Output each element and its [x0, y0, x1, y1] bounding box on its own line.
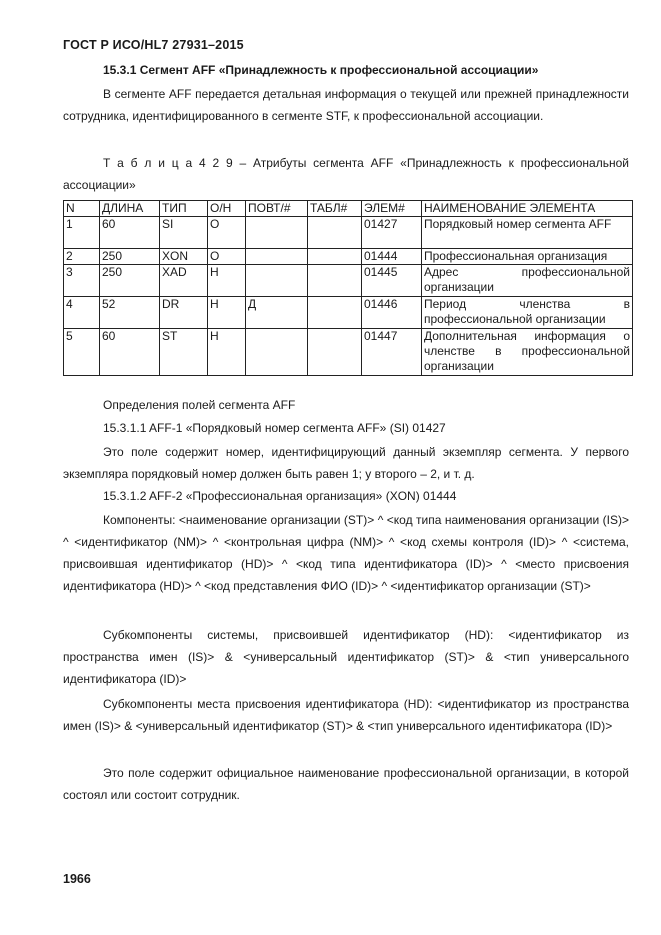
col-header: О/Н — [208, 201, 246, 217]
col-header: ЭЛЕМ# — [362, 201, 422, 217]
table-cell: Период членства в профессиональной организации — [422, 297, 633, 329]
table-cell: 01427 — [362, 217, 422, 249]
table-cell: 5 — [64, 329, 100, 376]
table-cell: Адрес профессиональной организации — [422, 265, 633, 297]
table-cell: Н — [208, 297, 246, 329]
table-cell: 01445 — [362, 265, 422, 297]
table-cell — [308, 297, 362, 329]
table-cell: 60 — [100, 217, 160, 249]
table-cell — [246, 249, 308, 265]
table-cell: 01447 — [362, 329, 422, 376]
col-header: N — [64, 201, 100, 217]
col-header: ТАБЛ# — [308, 201, 362, 217]
table-row — [64, 265, 633, 297]
table-caption: Т а б л и ц а 4 2 9 – Атрибуты сегмента AFF «Принадлежность к профессиональной ассоциации» — [63, 156, 629, 192]
table-cell: 4 — [64, 297, 100, 329]
document-header: ГОСТ Р ИСО/HL7 27931–2015 — [63, 38, 244, 52]
subcomponents-system-paragraph: Субкомпоненты системы, присвоившей идентификатор (HD): <идентификатор из пространства имен (IS)> & <универсальный идентификатор (ST)> & <тип универсального идентификатора (ID)> — [63, 628, 629, 686]
table-cell: 3 — [64, 265, 100, 297]
intro-paragraph: В сегменте AFF передается детальная информация о текущей или прежней принадлежности сотрудника, идентифицированного в сегменте STF, к профессиональной ассоциации. — [63, 87, 629, 123]
components-paragraph: Компоненты: <наименование организации (ST)> ^ <код типа наименования организации (IS)> ^ <идентификатор (NM)> ^ <контрольная цифра (NM)> ^ <код схемы контроля (ID)> ^ <система, присвоившая идентификатор (HD)> ^ <код типа идентификатора (ID)> ^ <место присвоения идентификатора (HD)> ^ <код представления ФИО (ID)> ^ <идентификатор организации (ST)> — [63, 513, 629, 593]
table-cell: SI — [160, 217, 208, 249]
table-cell: 52 — [100, 297, 160, 329]
table-row — [64, 249, 633, 265]
table-cell: Д — [246, 297, 308, 329]
table-cell: 1 — [64, 217, 100, 249]
table-cell: 60 — [100, 329, 160, 376]
table-cell: О — [208, 249, 246, 265]
table-cell — [308, 265, 362, 297]
col-header: ПОВТ/# — [246, 201, 308, 217]
col-header: НАИМЕНОВАНИЕ ЭЛЕМЕНТА — [422, 201, 633, 217]
table-row — [64, 329, 633, 376]
field1-paragraph: Это поле содержит номер, идентифицирующий данный экземпляр сегмента. У первого экземпляра порядковый номер должен быть равен 1; у второго – 2, и т. д. — [63, 445, 629, 481]
table-cell — [246, 217, 308, 249]
table-cell: 250 — [100, 265, 160, 297]
table-cell: Н — [208, 329, 246, 376]
table-cell — [308, 329, 362, 376]
table-cell: Порядковый номер сегмента AFF — [422, 217, 633, 249]
section-heading: 15.3.1 Сегмент AFF «Принадлежность к профессиональной ассоциации» — [103, 63, 539, 77]
table-cell: DR — [160, 297, 208, 329]
table-cell: XON — [160, 249, 208, 265]
col-header: ДЛИНА — [100, 201, 160, 217]
table-cell: ST — [160, 329, 208, 376]
table-cell — [246, 329, 308, 376]
field1-heading: 15.3.1.1 AFF-1 «Порядковый номер сегмента AFF» (SI) 01427 — [103, 421, 446, 435]
table-row — [64, 297, 633, 329]
table-cell: 01444 — [362, 249, 422, 265]
table-cell — [308, 217, 362, 249]
table-cell: XAD — [160, 265, 208, 297]
table-cell — [246, 265, 308, 297]
field2-paragraph: Это поле содержит официальное наименование профессиональной организации, в которой состоял или состоит сотрудник. — [63, 766, 629, 802]
table-cell: 250 — [100, 249, 160, 265]
subcomponents-place-paragraph: Субкомпоненты места присвоения идентификатора (HD): <идентификатор из пространства имен (IS)> & <универсальный идентификатор (ST)> & <тип универсального идентификатора (ID)> — [63, 697, 629, 733]
table-cell: 01446 — [362, 297, 422, 329]
field2-heading: 15.3.1.2 AFF-2 «Профессиональная организация» (XON) 01444 — [103, 489, 457, 503]
table-header-row — [64, 201, 633, 217]
definitions-title: Определения полей сегмента AFF — [103, 398, 296, 412]
table-cell: Н — [208, 265, 246, 297]
col-header: ТИП — [160, 201, 208, 217]
table-cell: 2 — [64, 249, 100, 265]
table-cell: Профессиональная организация — [422, 249, 633, 265]
table-cell — [308, 249, 362, 265]
table-row — [64, 217, 633, 249]
attributes-table — [63, 200, 633, 376]
table-cell: О — [208, 217, 246, 249]
table-cell: Дополнительная информация о членстве в профессиональной организации — [422, 329, 633, 376]
page-number: 1966 — [63, 872, 91, 886]
